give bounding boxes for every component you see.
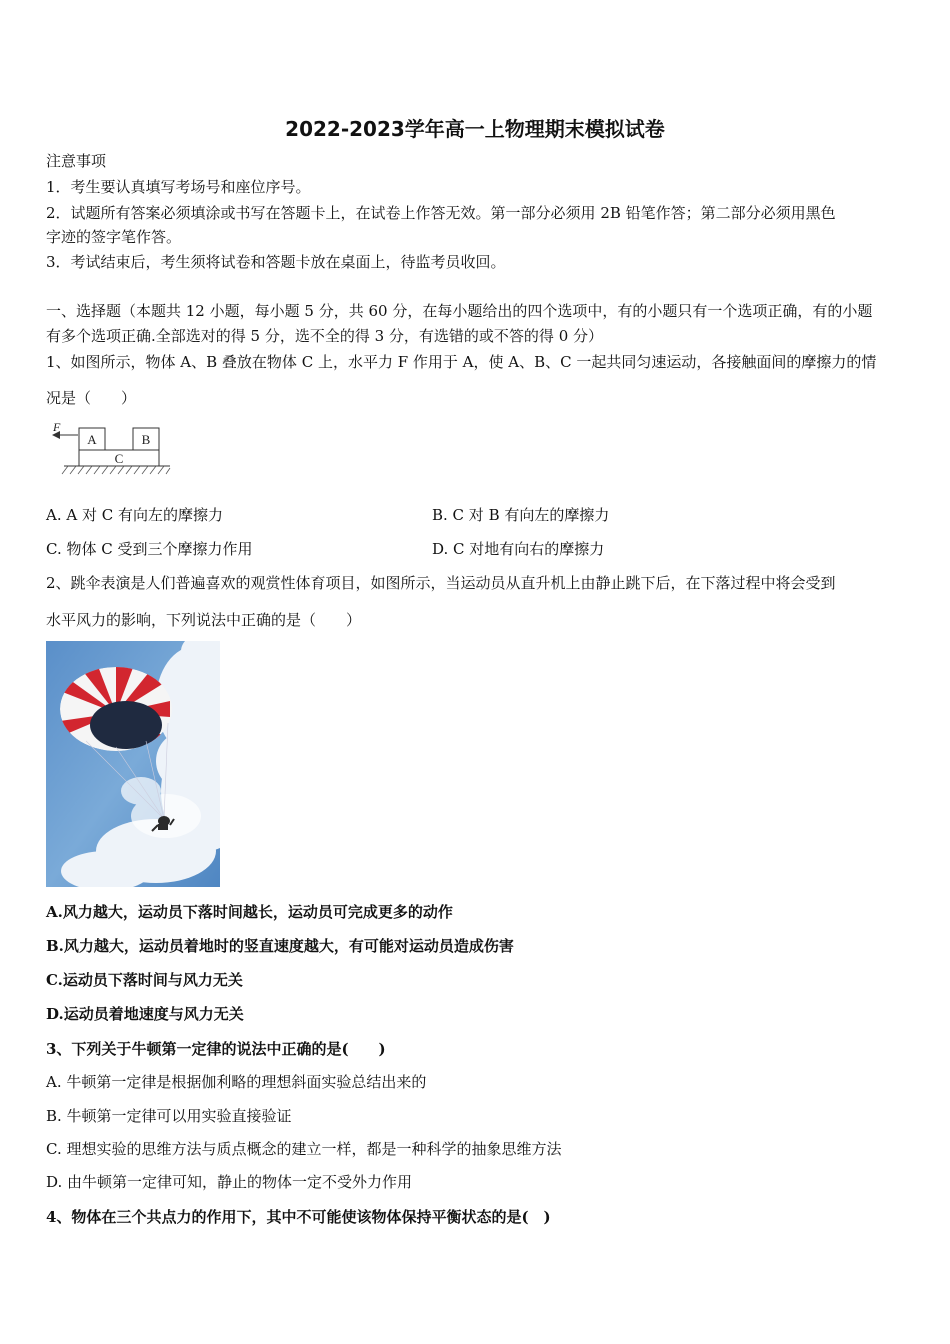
notice-item: 字迹的签字笔作答。 xyxy=(46,228,182,246)
block-a-label: A xyxy=(87,432,97,447)
notice-item: 1．考生要认真填写考场号和座位序号。 xyxy=(46,178,311,196)
question-3-option-a: A. 牛顿第一定律是根据伽利略的理想斜面实验总结出来的 xyxy=(46,1073,427,1091)
notice-heading: 注意事项 xyxy=(46,152,107,170)
block-b-label: B xyxy=(141,432,151,447)
question-3-option-b: B. 牛顿第一定律可以用实验直接验证 xyxy=(46,1107,292,1125)
question-3-option-d: D. 由牛顿第一定律可知，静止的物体一定不受外力作用 xyxy=(46,1173,413,1191)
section-heading-cont: 有多个选项正确.全部选对的得 5 分，选不全的得 3 分，有选错的或不答的得 0 分） xyxy=(46,327,604,345)
question-1-stem: 1、如图所示，物体 A、B 叠放在物体 C 上，水平力 F 作用于 A，使 A、B、C 一起共同匀速运动，各接触面间的摩擦力的情 xyxy=(46,353,877,371)
question-2-option-d: D.运动员着地速度与风力无关 xyxy=(46,1005,244,1023)
page-title: 2022-2023学年高一上物理期末模拟试卷 xyxy=(285,117,665,141)
question-2-stem-cont: 水平风力的影响，下列说法中正确的是（ ） xyxy=(46,611,362,629)
question-2-stem: 2、跳伞表演是人们普遍喜欢的观赏性体育项目，如图所示，当运动员从直升机上由静止跳下后，在下落过程中将会受到 xyxy=(46,574,836,592)
question-1-stem-cont: 况是（ ） xyxy=(46,389,137,407)
question-1-option-d: D. C 对地有向右的摩擦力 xyxy=(432,540,605,558)
question-1-option-c: C. 物体 C 受到三个摩擦力作用 xyxy=(46,540,253,558)
question-1-option-a: A. A 对 C 有向左的摩擦力 xyxy=(46,506,223,524)
question-3-option-c: C. 理想实验的思维方法与质点概念的建立一样，都是一种科学的抽象思维方法 xyxy=(46,1140,562,1158)
blocks-figure xyxy=(46,418,176,480)
ground-hatching xyxy=(62,466,170,474)
question-2-option-b: B.风力越大，运动员着地时的竖直速度越大，有可能对运动员造成伤害 xyxy=(46,937,514,955)
notice-item: 3．考试结束后，考生须将试卷和答题卡放在桌面上，待监考员收回。 xyxy=(46,253,506,271)
block-c-label: C xyxy=(114,451,124,466)
notice-item: 2．试题所有答案必须填涂或书写在答题卡上，在试卷上作答无效。第一部分必须用 2B 铅笔作答；第二部分必须用黑色 xyxy=(46,204,836,222)
question-3-stem: 3、下列关于牛顿第一定律的说法中正确的是( ) xyxy=(46,1040,386,1058)
force-label: F xyxy=(53,420,61,434)
question-1-option-b: B. C 对 B 有向左的摩擦力 xyxy=(432,506,610,524)
question-2-option-a: A.风力越大，运动员下落时间越长，运动员可完成更多的动作 xyxy=(46,903,453,921)
question-2-option-c: C.运动员下落时间与风力无关 xyxy=(46,971,243,989)
parachute-photo xyxy=(46,641,220,887)
section-heading: 一、选择题（本题共 12 小题，每小题 5 分，共 60 分，在每小题给出的四个选项中，有的小题只有一个选项正确，有的小题 xyxy=(46,302,873,320)
question-4-stem: 4、物体在三个共点力的作用下，其中不可能使该物体保持平衡状态的是( ) xyxy=(46,1208,551,1226)
